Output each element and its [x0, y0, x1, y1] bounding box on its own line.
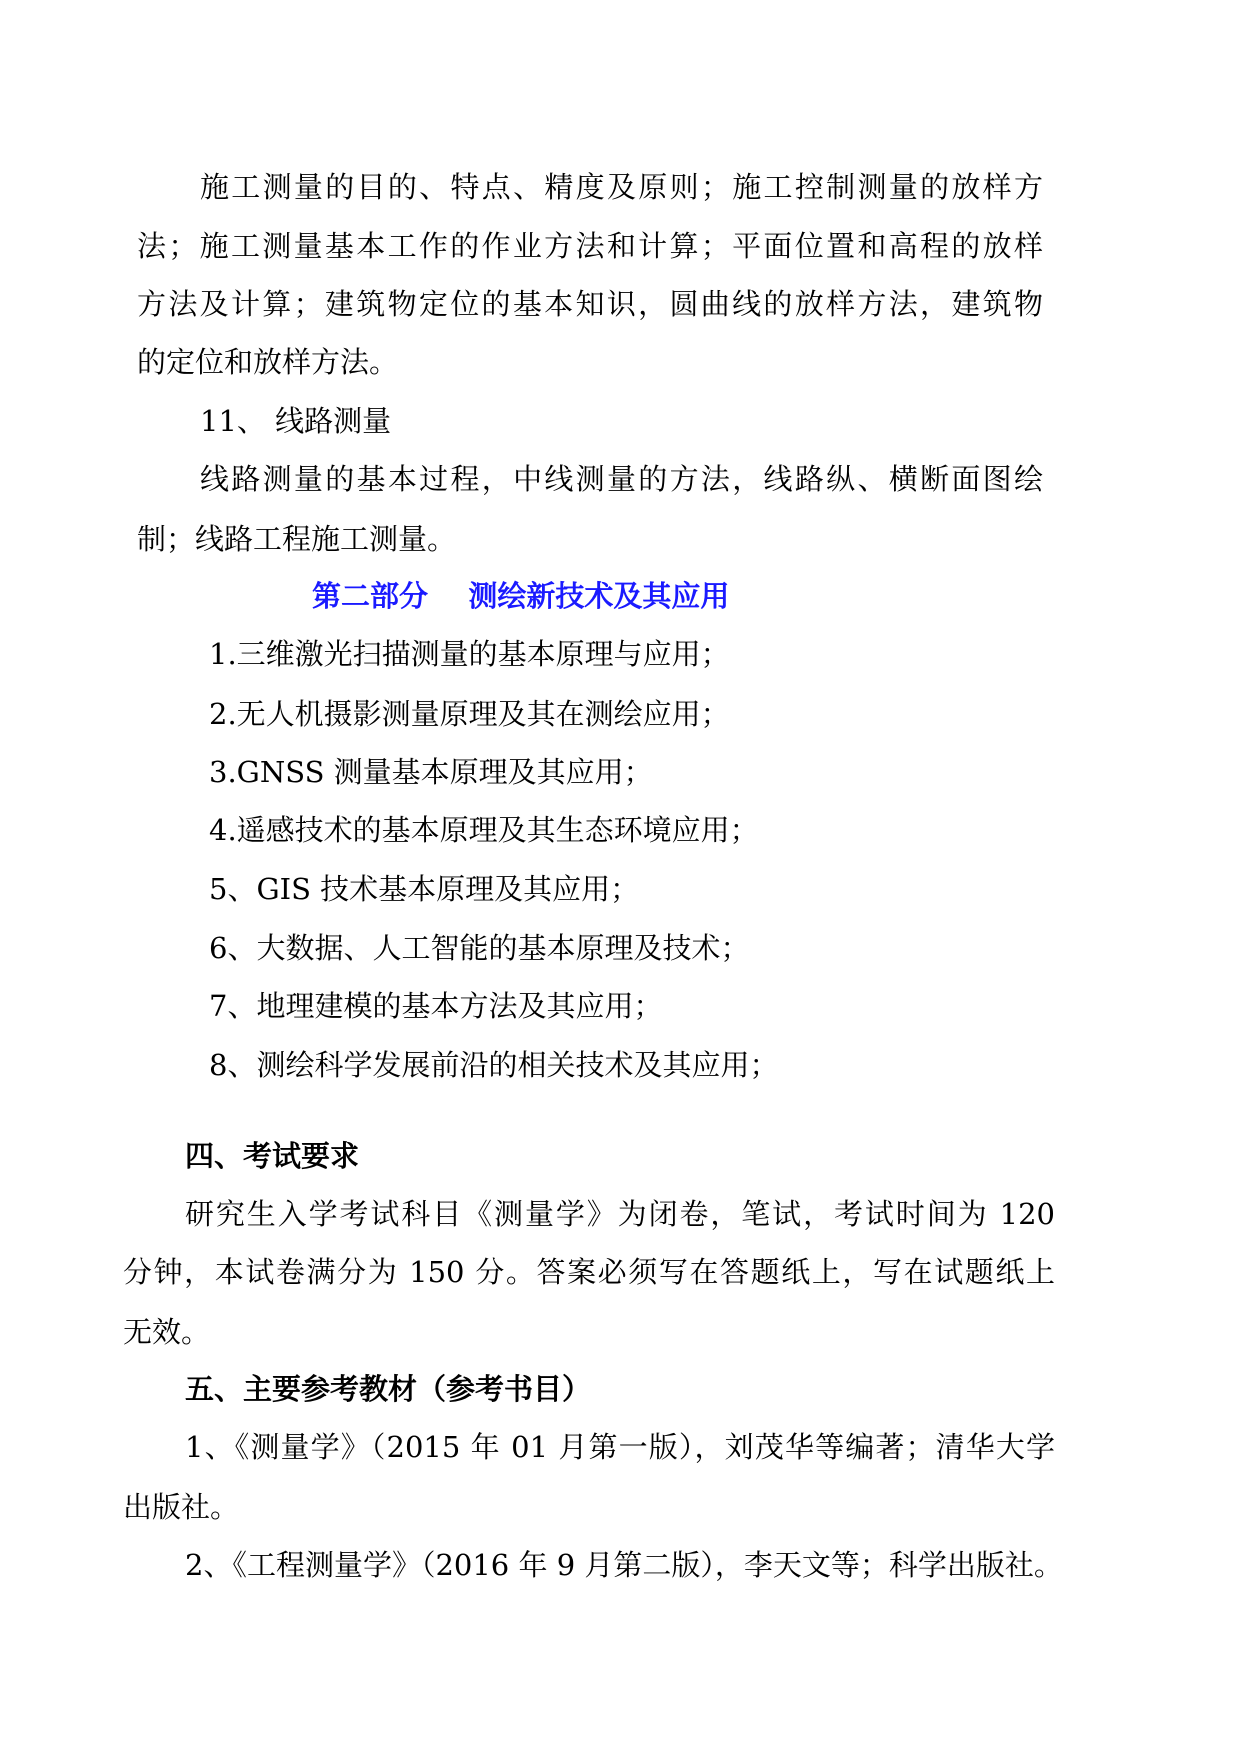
list-item: 1.三维激光扫描测量的基本原理与应用； [209, 637, 730, 671]
section-heading: 四、考试要求 [185, 1139, 360, 1173]
list-item: 6、大数据、人工智能的基本原理及技术； [209, 931, 750, 965]
list-item: 5、GIS 技术基本原理及其应用； [209, 872, 640, 906]
paragraph-line: 施工测量的目的、特点、精度及原则；施工控制测量的放样方 [200, 170, 1043, 204]
list-item: 3.GNSS 测量基本原理及其应用； [209, 755, 653, 789]
paragraph-line: 研究生入学考试科目《测量学》为闭卷，笔试，考试时间为 120 [185, 1197, 1055, 1231]
paragraph-line: 无效。 [123, 1315, 211, 1349]
list-item: 4.遥感技术的基本原理及其生态环境应用； [209, 813, 759, 847]
list-item: 2.无人机摄影测量原理及其在测绘应用； [209, 697, 730, 731]
reference-item: 2、《工程测量学》（2016 年 9 月第二版），李天文等；科学出版社。 [185, 1548, 1063, 1582]
reference-item: 1、《测量学》（2015 年 01 月第一版），刘茂华等编著；清华大学 [185, 1430, 1055, 1464]
section-heading: 五、主要参考教材（参考书目） [185, 1372, 592, 1406]
reference-item: 出版社。 [123, 1490, 240, 1524]
paragraph-line: 的定位和放样方法。 [137, 345, 399, 379]
paragraph-line: 方法及计算；建筑物定位的基本知识，圆曲线的放样方法，建筑物 [137, 287, 1043, 321]
list-item: 7、地理建模的基本方法及其应用； [209, 989, 663, 1023]
paragraph-line: 分钟，本试卷满分为 150 分。答案必须写在答题纸上，写在试题纸上 [123, 1255, 1055, 1289]
paragraph-line: 线路测量的基本过程，中线测量的方法，线路纵、横断面图绘 [200, 462, 1043, 496]
part-heading: 第二部分 测绘新技术及其应用 [312, 579, 730, 613]
paragraph-line: 法；施工测量基本工作的作业方法和计算；平面位置和高程的放样 [137, 229, 1043, 263]
paragraph-line: 制；线路工程施工测量。 [137, 522, 457, 556]
item-heading: 11、 线路测量 [200, 404, 392, 438]
list-item: 8、测绘科学发展前沿的相关技术及其应用； [209, 1048, 779, 1082]
